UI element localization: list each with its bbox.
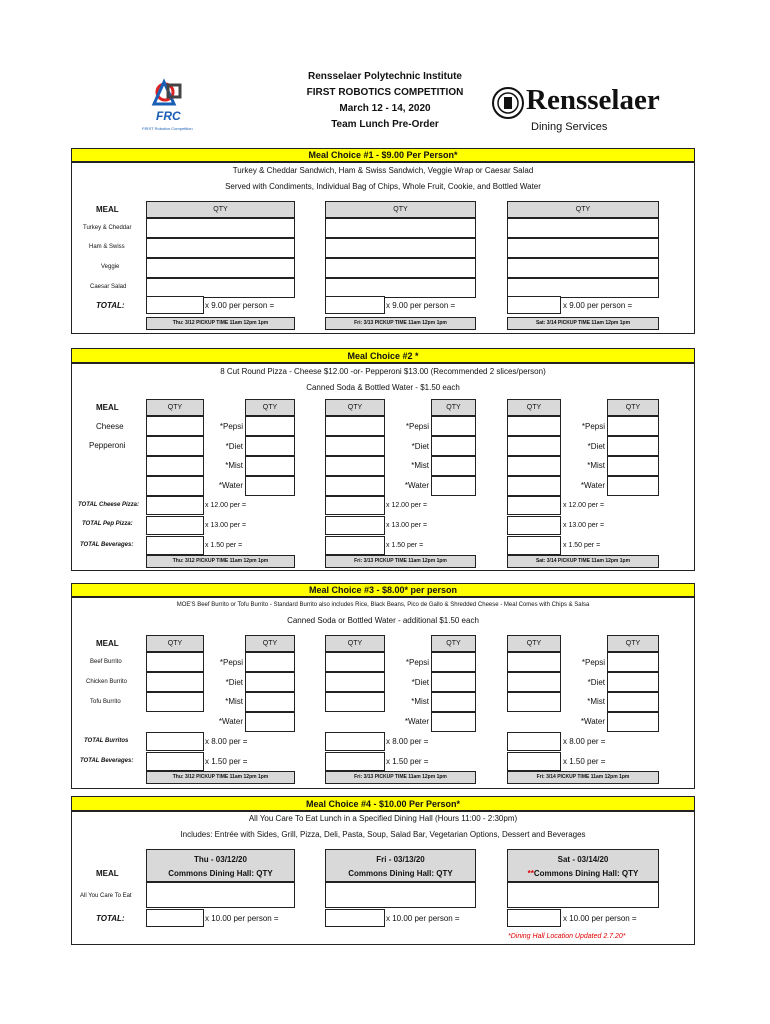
section2-qty-input-fri-pep[interactable]: [325, 436, 385, 456]
section1-qty-input-sat-4[interactable]: [507, 278, 659, 298]
section3-pickup-sat: Fri: 3/14 PICKUP TIME 11am 12pm 1pm: [507, 771, 659, 784]
frc-logo-subtitle: FIRST Robotics Competition: [142, 126, 193, 131]
section2-total-bev-input-fri[interactable]: [325, 536, 385, 555]
section3-sat-pepsi: *Pepsi: [581, 658, 605, 667]
rensselaer-seal-icon: [491, 86, 525, 120]
section2-thu-diet: *Diet: [225, 442, 243, 451]
section2-total-bev-input-sat[interactable]: [507, 536, 561, 555]
section4-item: All You Care To Eat: [80, 893, 132, 899]
section4-price-fri: x 10.00 per person =: [386, 914, 460, 923]
section3-price-burr-fri: x 8.00 per =: [386, 737, 429, 746]
section2-price-pep-sat: x 13.00 per =: [563, 522, 605, 529]
section2-desc1: 8 Cut Round Pizza - Cheese $12.00 -or- Pepperoni $13.00 (Recommended 2 slices/person): [220, 367, 546, 376]
section2-qty-input-sat-cheese[interactable]: [507, 416, 561, 436]
section4-header-sat: Sat - 03/14/20 **Commons Dining Hall: QTY: [507, 849, 659, 882]
section2-bev-input-sat-pepsi[interactable]: [607, 416, 659, 436]
section1-pickup-fri: Fri: 3/13 PICKUP TIME 11am 12pm 1pm: [325, 317, 476, 330]
section2-qty-input-thu-blank2[interactable]: [146, 476, 204, 496]
section2-price-bev-fri: x 1.50 per =: [386, 542, 424, 549]
section2-qty-input-thu-cheese[interactable]: [146, 416, 204, 436]
section2-total-cheese-input-sat[interactable]: [507, 496, 561, 515]
section3-bev-input-fri-pepsi[interactable]: [431, 652, 476, 672]
section3-thu-diet: *Diet: [225, 678, 243, 687]
section3-desc2: Canned Soda or Bottled Water - additional $1.50 each: [287, 616, 479, 625]
section3-total-bev-label: TOTAL Beverages:: [80, 758, 134, 764]
section1-qty-input-fri-4[interactable]: [325, 278, 476, 298]
section3-fri-mist: *Mist: [411, 697, 429, 706]
section2-fri-mist: *Mist: [411, 461, 429, 470]
section4-sat-asterisks: **: [527, 869, 534, 878]
section2-item-pepperoni: Pepperoni: [89, 441, 126, 450]
section4-header-fri: Fri - 03/13/20 Commons Dining Hall: QTY: [325, 849, 476, 882]
section1-qty-input-thu-2[interactable]: [146, 238, 295, 258]
section3-bev-input-sat-diet[interactable]: [607, 672, 659, 692]
section2-total-pep-label: TOTAL Pep Pizza:: [82, 521, 133, 527]
section1-qty-input-sat-1[interactable]: [507, 218, 659, 238]
section2-total-cheese-label: TOTAL Cheese Pizza:: [78, 502, 140, 508]
section2-fri-water: *Water: [404, 481, 429, 490]
section1-qty-input-sat-3[interactable]: [507, 258, 659, 278]
section2-total-bev-label: TOTAL Beverages:: [80, 542, 134, 548]
section2-bev-input-fri-diet[interactable]: [431, 436, 476, 456]
section4-price-thu: x 10.00 per person =: [205, 914, 279, 923]
section2-item-cheese: Cheese: [96, 422, 124, 431]
section3-thu-water: *Water: [218, 717, 243, 726]
section4-location-note: *Dining Hall Location Updated 2.7.20*: [508, 933, 626, 940]
section2-bev-input-fri-water[interactable]: [431, 476, 476, 496]
section2-sat-water: *Water: [580, 481, 605, 490]
section3-bev-input-sat-mist[interactable]: [607, 692, 659, 712]
section1-item-4: Caesar Salad: [90, 284, 127, 290]
section2-qty-header-sat-bev: QTY: [607, 399, 659, 416]
section2-qty-input-sat-blank1[interactable]: [507, 456, 561, 476]
rensselaer-logo-text: Rensselaer: [526, 84, 660, 116]
section3-bev-input-fri-diet[interactable]: [431, 672, 476, 692]
section1-qty-input-fri-2[interactable]: [325, 238, 476, 258]
section3-qty-input-sat-chicken[interactable]: [507, 672, 561, 692]
section1-pickup-sat: Sat: 3/14 PICKUP TIME 11am 12pm 1pm: [507, 317, 659, 330]
section3-title: Meal Choice #3 - $8.00* per person: [71, 583, 695, 597]
section1-qty-input-sat-2[interactable]: [507, 238, 659, 258]
section3-bev-input-sat-water[interactable]: [607, 712, 659, 732]
section3-qty-input-sat-beef[interactable]: [507, 652, 561, 672]
section2-qty-input-sat-blank2[interactable]: [507, 476, 561, 496]
section4-title: Meal Choice #4 - $10.00 Per Person*: [71, 796, 695, 811]
section4-meal-label: MEAL: [96, 869, 119, 878]
section2-pickup-thu: Thu: 3/12 PICKUP TIME 11am 12pm 1pm: [146, 555, 295, 568]
section1-price-sat: x 9.00 per person =: [563, 301, 633, 310]
section2-price-pep-thu: x 13.00 per =: [205, 522, 247, 529]
section1-qty-header-sat: QTY: [507, 201, 659, 218]
section2-meal-label: MEAL: [96, 403, 119, 412]
section4-sat-hall: Commons Dining Hall: QTY: [533, 869, 639, 878]
section2-bev-input-thu-diet[interactable]: [245, 436, 295, 456]
header-subtitle: Team Lunch Pre-Order: [331, 119, 439, 130]
section4-price-sat: x 10.00 per person =: [563, 914, 637, 923]
section1-pickup-thu: Thu: 3/12 PICKUP TIME 11am 12pm 1pm: [146, 317, 295, 330]
section3-sat-water: *Water: [580, 717, 605, 726]
section1-qty-input-thu-4[interactable]: [146, 278, 295, 298]
section3-pickup-thu: Thu: 3/12 PICKUP TIME 11am 12pm 1pm: [146, 771, 295, 784]
section3-total-burr-input-thu[interactable]: [146, 732, 204, 751]
section4-qty-input-thu[interactable]: [146, 882, 295, 908]
section3-total-bev-input-fri[interactable]: [325, 752, 385, 771]
section4-header-thu: Thu - 03/12/20 Commons Dining Hall: QTY: [146, 849, 295, 882]
section3-thu-mist: *Mist: [225, 697, 243, 706]
section3-total-bev-input-sat[interactable]: [507, 752, 561, 771]
section3-qty-header-sat-food: QTY: [507, 635, 561, 652]
section2-price-cheese-fri: x 12.00 per =: [386, 502, 428, 509]
section1-qty-header-thu: QTY: [146, 201, 295, 218]
header-institute: Rensselaer Polytechnic Institute: [308, 71, 462, 82]
section1-item-2: Ham & Swiss: [89, 244, 125, 250]
section2-bev-input-fri-mist[interactable]: [431, 456, 476, 476]
section4-total-label: TOTAL:: [96, 914, 125, 923]
section3-total-burr-label: TOTAL Burritos: [84, 738, 129, 744]
section3-qty-header-fri-food: QTY: [325, 635, 385, 652]
section2-total-pep-input-sat[interactable]: [507, 516, 561, 535]
section1-qty-header-fri: QTY: [325, 201, 476, 218]
section1-total-input-fri[interactable]: [325, 296, 385, 314]
section2-total-cheese-input-thu[interactable]: [146, 496, 204, 515]
section3-bev-input-fri-water[interactable]: [431, 712, 476, 732]
section1-item-3: Veggie: [101, 264, 120, 270]
section2-bev-input-sat-diet[interactable]: [607, 436, 659, 456]
section2-bev-input-sat-mist[interactable]: [607, 456, 659, 476]
section2-fri-pepsi: *Pepsi: [405, 422, 429, 431]
section3-desc1: MOE'S Beef Burrito or Tofu Burrito - Standard Burrito also includes Rice, Black Beans, Pico de Gallo & Shredded Cheese - Meal Comes with Chips & Salsa: [176, 602, 590, 608]
section2-total-cheese-input-fri[interactable]: [325, 496, 385, 515]
section2-price-bev-sat: x 1.50 per =: [563, 542, 601, 549]
section2-pickup-sat: Sat: 3/14 PICKUP TIME 11am 12pm 1pm: [507, 555, 659, 568]
section2-price-bev-thu: x 1.50 per =: [205, 542, 243, 549]
section3-price-burr-thu: x 8.00 per =: [205, 737, 248, 746]
section3-qty-input-sat-tofu[interactable]: [507, 692, 561, 712]
section2-qty-input-fri-blank2[interactable]: [325, 476, 385, 496]
section3-price-bev-thu: x 1.50 per =: [205, 757, 248, 766]
section4-desc1: All You Care To Eat Lunch in a Specified Dining Hall (Hours 11:00 - 2:30pm): [248, 814, 518, 823]
section1-qty-input-thu-1[interactable]: [146, 218, 295, 238]
section2-total-pep-input-fri[interactable]: [325, 516, 385, 535]
section3-qty-input-thu-beef[interactable]: [146, 652, 204, 672]
frc-logo-icon: [142, 72, 202, 134]
section3-qty-input-fri-beef[interactable]: [325, 652, 385, 672]
section1-qty-input-fri-1[interactable]: [325, 218, 476, 238]
section2-thu-pepsi: *Pepsi: [219, 422, 243, 431]
section3-item-beef: Beef Burrito: [90, 659, 122, 665]
section3-total-burr-input-fri[interactable]: [325, 732, 385, 751]
section3-qty-header-thu-bev: QTY: [245, 635, 295, 652]
section3-qty-input-thu-chicken[interactable]: [146, 672, 204, 692]
dining-services-label: Dining Services: [531, 121, 608, 133]
section2-qty-header-fri-bev: QTY: [431, 399, 476, 416]
section3-total-burr-input-sat[interactable]: [507, 732, 561, 751]
header-competition: FIRST ROBOTICS COMPETITION: [306, 87, 464, 98]
section1-item-1: Turkey & Cheddar: [83, 225, 132, 231]
section3-thu-pepsi: *Pepsi: [219, 658, 243, 667]
section4-qty-input-fri[interactable]: [325, 882, 476, 908]
section1-desc1: Turkey & Cheddar Sandwich, Ham & Swiss Sandwich, Veggie Wrap or Caesar Salad: [232, 166, 534, 175]
header-dates: March 12 - 14, 2020: [339, 103, 431, 114]
section1-total-input-thu[interactable]: [146, 296, 204, 314]
section1-desc2: Served with Condiments, Individual Bag of Chips, Whole Fruit, Cookie, and Bottled Water: [225, 182, 541, 191]
section3-bev-input-thu-mist[interactable]: [245, 692, 295, 712]
section2-total-pep-input-thu[interactable]: [146, 516, 204, 535]
section2-bev-input-thu-mist[interactable]: [245, 456, 295, 476]
section1-title: Meal Choice #1 - $9.00 Per Person*: [71, 148, 695, 162]
section2-fri-diet: *Diet: [411, 442, 429, 451]
section3-qty-header-sat-bev: QTY: [607, 635, 659, 652]
section2-sat-mist: *Mist: [587, 461, 605, 470]
section2-thu-mist: *Mist: [225, 461, 243, 470]
section2-total-bev-input-thu[interactable]: [146, 536, 204, 555]
section3-meal-label: MEAL: [96, 639, 119, 648]
section2-qty-input-thu-pep[interactable]: [146, 436, 204, 456]
section2-bev-input-thu-water[interactable]: [245, 476, 295, 496]
section3-bev-input-thu-pepsi[interactable]: [245, 652, 295, 672]
section2-qty-input-thu-blank1[interactable]: [146, 456, 204, 476]
section3-item-chicken: Chicken Burrito: [86, 679, 128, 685]
section2-price-cheese-thu: x 12.00 per =: [205, 502, 247, 509]
section2-thu-water: *Water: [218, 481, 243, 490]
section2-sat-pepsi: *Pepsi: [581, 422, 605, 431]
section2-pickup-fri: Fri: 3/13 PICKUP TIME 11am 12pm 1pm: [325, 555, 476, 568]
section3-qty-header-thu-food: QTY: [146, 635, 204, 652]
section3-bev-input-fri-mist[interactable]: [431, 692, 476, 712]
section2-bev-input-fri-pepsi[interactable]: [431, 416, 476, 436]
section4-total-input-thu[interactable]: [146, 909, 204, 927]
section2-bev-input-sat-water[interactable]: [607, 476, 659, 496]
section3-price-burr-sat: x 8.00 per =: [563, 737, 606, 746]
section4-total-input-sat[interactable]: [507, 909, 561, 927]
section3-bev-input-thu-diet[interactable]: [245, 672, 295, 692]
section2-price-pep-fri: x 13.00 per =: [386, 522, 428, 529]
section2-qty-input-sat-pep[interactable]: [507, 436, 561, 456]
section2-title: Meal Choice #2 *: [71, 348, 695, 363]
section3-sat-mist: *Mist: [587, 697, 605, 706]
section3-qty-input-fri-chicken[interactable]: [325, 672, 385, 692]
section2-qty-header-fri-food: QTY: [325, 399, 385, 416]
section3-item-tofu: Tofu Burrito: [90, 699, 121, 705]
section1-price-thu: x 9.00 per person =: [205, 301, 275, 310]
section1-total-label: TOTAL:: [96, 301, 125, 310]
section3-qty-input-fri-tofu[interactable]: [325, 692, 385, 712]
section2-qty-header-thu-bev: QTY: [245, 399, 295, 416]
frc-logo-text: FRC: [156, 109, 181, 123]
section1-meal-label: MEAL: [96, 205, 119, 214]
section2-qty-header-sat-food: QTY: [507, 399, 561, 416]
section3-price-bev-sat: x 1.50 per =: [563, 757, 606, 766]
section2-price-cheese-sat: x 12.00 per =: [563, 502, 605, 509]
section3-bev-input-sat-pepsi[interactable]: [607, 652, 659, 672]
section2-qty-header-thu-food: QTY: [146, 399, 204, 416]
section1-qty-input-thu-3[interactable]: [146, 258, 295, 278]
section3-qty-input-thu-tofu[interactable]: [146, 692, 204, 712]
section3-bev-input-thu-water[interactable]: [245, 712, 295, 732]
section1-total-input-sat[interactable]: [507, 296, 561, 314]
section4-qty-input-sat[interactable]: [507, 882, 659, 908]
section3-total-bev-input-thu[interactable]: [146, 752, 204, 771]
section3-pickup-fri: Fri: 3/13 PICKUP TIME 11am 12pm 1pm: [325, 771, 476, 784]
section3-price-bev-fri: x 1.50 per =: [386, 757, 429, 766]
section4-desc2: Includes: Entrée with Sides, Grill, Pizza, Deli, Pasta, Soup, Salad Bar, Vegetarian Options, Dessert and Beverages: [180, 830, 586, 839]
section2-qty-input-fri-blank1[interactable]: [325, 456, 385, 476]
section2-sat-diet: *Diet: [587, 442, 605, 451]
section1-price-fri: x 9.00 per person =: [386, 301, 456, 310]
section3-qty-header-fri-bev: QTY: [431, 635, 476, 652]
section2-qty-input-fri-cheese[interactable]: [325, 416, 385, 436]
section3-fri-pepsi: *Pepsi: [405, 658, 429, 667]
section3-fri-diet: *Diet: [411, 678, 429, 687]
section4-total-input-fri[interactable]: [325, 909, 385, 927]
section2-bev-input-thu-pepsi[interactable]: [245, 416, 295, 436]
section1-qty-input-fri-3[interactable]: [325, 258, 476, 278]
section3-fri-water: *Water: [404, 717, 429, 726]
section3-sat-diet: *Diet: [587, 678, 605, 687]
section2-desc2: Canned Soda & Bottled Water - $1.50 each: [306, 383, 460, 392]
